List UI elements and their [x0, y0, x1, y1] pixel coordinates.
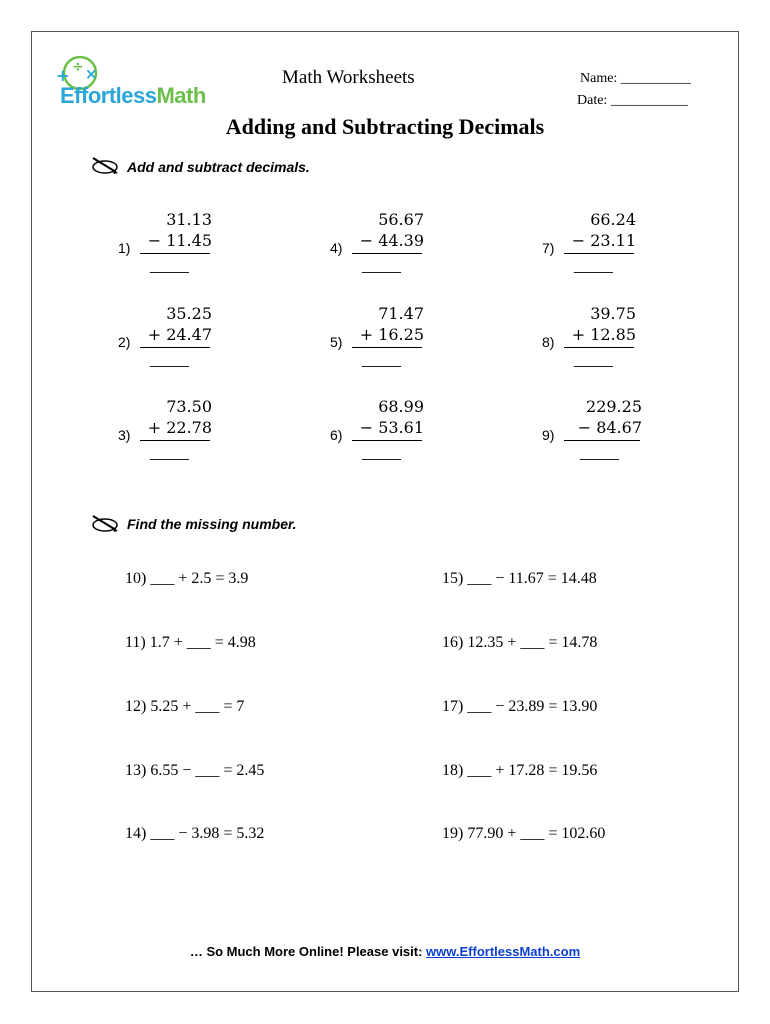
answer-blank[interactable]: _____: [362, 444, 401, 460]
problem-top-operand: 229.25: [586, 397, 642, 416]
worksheet-page: [31, 31, 739, 992]
problem-number: 5): [330, 334, 343, 350]
problem-underline: [140, 253, 210, 254]
answer-blank[interactable]: _____: [150, 351, 189, 367]
problem-8: [542, 304, 682, 384]
missing-problem-19: 19) 77.90 + ___ = 102.60: [442, 825, 606, 842]
problem-number: 4): [330, 240, 343, 256]
problem-bottom-operand: + 24.47: [147, 325, 212, 344]
problem-number: 9): [542, 427, 555, 443]
problem-bottom-operand: − 53.61: [359, 418, 424, 437]
problem-9: [542, 397, 682, 477]
answer-blank[interactable]: _____: [574, 351, 613, 367]
problem-bottom-operand: − 23.11: [571, 231, 636, 250]
problem-number: 2): [118, 334, 131, 350]
missing-problem-10: 10) ___ + 2.5 = 3.9: [125, 570, 249, 587]
problem-3: [118, 397, 258, 477]
missing-problem-14: 14) ___ − 3.98 = 5.32: [125, 825, 265, 842]
problem-number: 8): [542, 334, 555, 350]
missing-problem-12: 12) 5.25 + ___ = 7: [125, 698, 245, 715]
answer-blank[interactable]: _____: [150, 257, 189, 273]
header-title: Math Worksheets: [282, 67, 415, 88]
footer-text: … So Much More Online! Please visit:: [189, 944, 427, 959]
logo-text-effortless: Effortless: [60, 83, 157, 108]
problem-top-operand: 35.25: [166, 304, 212, 323]
effortlessmath-logo: [52, 55, 242, 111]
pencil-icon: [90, 512, 120, 534]
missing-problem-16: 16) 12.35 + ___ = 14.78: [442, 634, 598, 651]
problem-top-operand: 68.99: [378, 397, 424, 416]
missing-problem-13: 13) 6.55 − ___ = 2.45: [125, 762, 265, 779]
answer-blank[interactable]: _____: [580, 444, 619, 460]
problem-number: 7): [542, 240, 555, 256]
svg-text:+: +: [56, 66, 70, 85]
name-field[interactable]: Name: __________: [580, 71, 691, 86]
footer-link[interactable]: www.EffortlessMath.com: [426, 944, 581, 959]
footer: [0, 944, 770, 959]
pencil-icon: [90, 154, 120, 176]
problem-underline: [140, 347, 210, 348]
problem-7: [542, 210, 682, 290]
problem-underline: [352, 347, 422, 348]
problem-1: [118, 210, 258, 290]
answer-blank[interactable]: _____: [362, 257, 401, 273]
problem-5: [330, 304, 470, 384]
problem-bottom-operand: − 11.45: [147, 231, 212, 250]
problem-top-operand: 31.13: [166, 210, 212, 229]
instruction-add-subtract: Add and subtract decimals.: [127, 159, 310, 175]
problem-underline: [352, 253, 422, 254]
instruction-missing-number: Find the missing number.: [127, 516, 297, 532]
problem-bottom-operand: − 84.67: [577, 418, 642, 437]
answer-blank[interactable]: _____: [362, 351, 401, 367]
answer-blank[interactable]: _____: [150, 444, 189, 460]
problem-number: 6): [330, 427, 343, 443]
missing-problem-15: 15) ___ − 11.67 = 14.48: [442, 570, 597, 587]
svg-text:÷: ÷: [72, 59, 84, 75]
missing-problem-11: 11) 1.7 + ___ = 4.98: [125, 634, 256, 651]
problem-2: [118, 304, 258, 384]
problem-bottom-operand: + 12.85: [571, 325, 636, 344]
logo-text-math: Math: [156, 83, 206, 108]
date-field[interactable]: Date: ___________: [577, 93, 688, 108]
problem-bottom-operand: − 44.39: [359, 231, 424, 250]
problem-bottom-operand: + 16.25: [359, 325, 424, 344]
problem-number: 1): [118, 240, 131, 256]
problem-top-operand: 71.47: [378, 304, 424, 323]
page-title: Adding and Subtracting Decimals: [225, 114, 545, 139]
problem-4: [330, 210, 470, 290]
problem-top-operand: 56.67: [378, 210, 424, 229]
problem-underline: [564, 347, 634, 348]
missing-problem-18: 18) ___ + 17.28 = 19.56: [442, 762, 598, 779]
problem-underline: [140, 440, 210, 441]
problem-underline: [564, 253, 634, 254]
answer-blank[interactable]: _____: [574, 257, 613, 273]
svg-text:×: ×: [85, 65, 98, 83]
problem-underline: [564, 440, 640, 441]
problem-top-operand: 39.75: [590, 304, 636, 323]
problem-top-operand: 73.50: [166, 397, 212, 416]
problem-underline: [352, 440, 422, 441]
problem-bottom-operand: + 22.78: [147, 418, 212, 437]
problem-top-operand: 66.24: [590, 210, 636, 229]
problem-number: 3): [118, 427, 131, 443]
missing-problem-17: 17) ___ − 23.89 = 13.90: [442, 698, 598, 715]
problem-6: [330, 397, 470, 477]
